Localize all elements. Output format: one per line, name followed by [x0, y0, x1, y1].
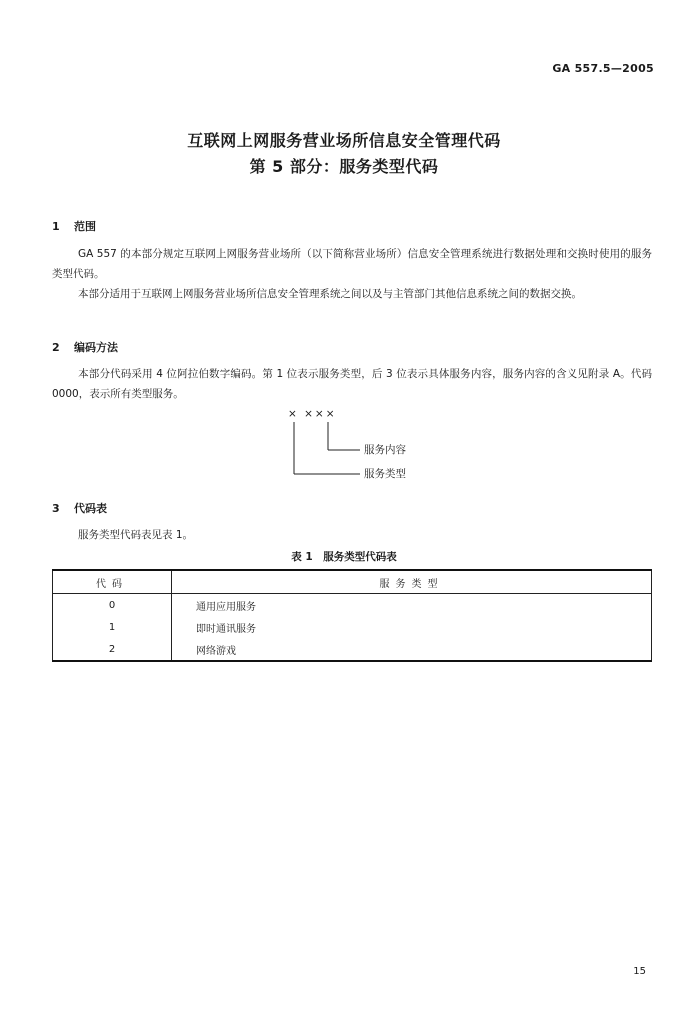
cell-service-type: 通用应用服务	[172, 594, 652, 617]
section-number: 1	[52, 220, 60, 233]
code-table-paragraph	[52, 525, 652, 545]
cell-code: 1	[53, 616, 172, 638]
coding-method-paragraph	[52, 364, 652, 404]
cell-code: 2	[53, 638, 172, 661]
scope-paragraph-2	[52, 284, 652, 304]
section-heading-coding-method	[52, 339, 118, 355]
table-caption: 表 1 服务类型代码表	[291, 551, 397, 563]
section-heading-code-table	[52, 500, 107, 516]
paragraph-text: 本部分代码采用 4 位阿拉伯数字编码。第 1 位表示服务类型，后 3 位表示具体服务内容，服务内容的含义见附录 A。代码 0000，表示所有类型服务。	[52, 368, 652, 400]
paragraph-text: GA 557 的本部分规定互联网上网服务营业场所（以下简称营业场所）信息安全管理系统进行数据处理和交换时使用的服务类型代码。	[52, 248, 652, 280]
scope-paragraph-1	[52, 244, 652, 284]
service-type-code-table	[52, 569, 652, 662]
table-header-row	[53, 570, 652, 594]
paragraph-text: 本部分适用于互联网上网服务营业场所信息安全管理系统之间以及与主管部门其他信息系统之间的数据交换。	[78, 288, 582, 300]
label-service-type: 服务类型	[364, 468, 406, 480]
section-number: 3	[52, 502, 60, 515]
column-header-code: 代码	[53, 570, 172, 594]
table-row	[53, 616, 652, 638]
page-number: 15	[633, 966, 646, 977]
table-row	[53, 638, 652, 661]
section-number: 2	[52, 341, 60, 354]
code-structure-diagram	[280, 408, 440, 488]
section-title: 代码表	[74, 502, 107, 515]
cell-service-type: 网络游戏	[172, 638, 652, 661]
cell-service-type: 即时通讯服务	[172, 616, 652, 638]
section-heading-scope	[52, 218, 96, 234]
cell-code: 0	[53, 594, 172, 617]
paragraph-text: 服务类型代码表见表 1。	[78, 529, 194, 541]
table-row	[53, 594, 652, 617]
section-title: 编码方法	[74, 341, 118, 354]
standard-number: GA 557.5—2005	[552, 62, 654, 75]
section-title: 范围	[74, 220, 96, 233]
document-title: 互联网上网服务营业场所信息安全管理代码	[187, 131, 501, 150]
diagram-connector-lines	[280, 408, 440, 488]
code-position-marks: × ×××	[288, 408, 337, 420]
label-service-content: 服务内容	[364, 444, 406, 456]
document-subtitle: 第 5 部分：服务类型代码	[249, 157, 439, 176]
column-header-service-type: 服务类型	[172, 570, 652, 594]
